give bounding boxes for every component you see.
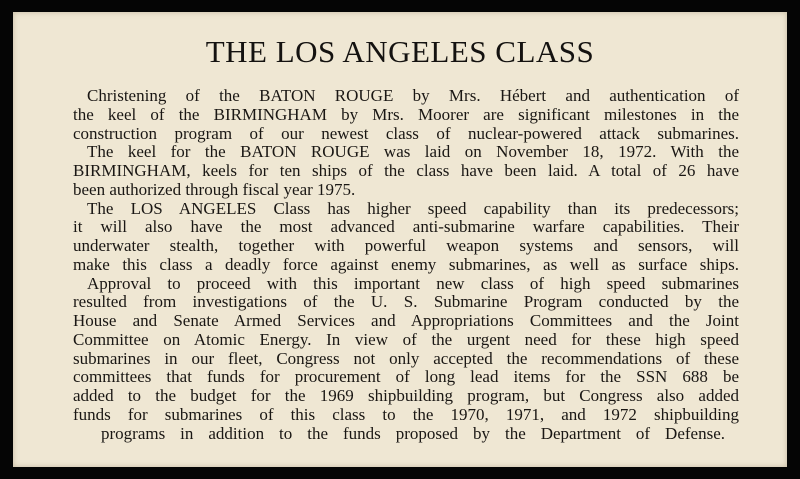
text-line: The keel for the BATON ROUGE was laid on November 18, 1972. With the bbox=[87, 142, 739, 162]
text-line: funds for submarines of this class to the 1970, 1971, and 1972 shipbuilding bbox=[73, 404, 739, 424]
text-line: BIRMINGHAM, keels for ten ships of the class have been laid. A total of 26 have bbox=[73, 161, 739, 180]
text-line: The LOS ANGELES Class has higher speed capability than its predecessors; bbox=[87, 198, 739, 218]
text-line: underwater stealth, together with powerful weapon systems and sensors, will bbox=[73, 236, 739, 255]
text-line: the keel of the BIRMINGHAM by Mrs. Moorer are significant milestones in the bbox=[73, 104, 739, 124]
text-line: construction program of our newest class of nuclear-powered attack submarines. bbox=[73, 123, 739, 143]
text-line: been authorized through fiscal year 1975. bbox=[73, 179, 356, 199]
text-line: Approval to proceed with this important new class of high speed submarines bbox=[87, 273, 739, 293]
text-line: Christening of the BATON ROUGE by Mrs. Hébert and authentication of bbox=[87, 86, 739, 105]
text-line: Committee on Atomic Energy. In view of the urgent need for these high speed bbox=[73, 329, 739, 349]
text-line: submarines in our fleet, Congress not only accepted the recommendations of these bbox=[73, 348, 739, 368]
text-line: added to the budget for the 1969 shipbuilding program, but Congress also added bbox=[73, 386, 739, 405]
text-line: committees that funds for procurement of long lead items for the SSN 688 be bbox=[73, 367, 739, 387]
text-line: House and Senate Armed Services and Appropriations Committees and the Joint bbox=[73, 311, 739, 330]
text-line: resulted from investigations of the U. S. Submarine Program conducted by the bbox=[73, 292, 739, 312]
document-card bbox=[13, 12, 787, 467]
text-line: it will also have the most advanced anti-submarine warfare capabilities. Their bbox=[73, 217, 739, 237]
document-title: THE LOS ANGELES CLASS bbox=[205, 34, 595, 69]
text-line: programs in addition to the funds proposed by the Department of Defense. bbox=[101, 423, 725, 443]
text-line: make this class a deadly force against enemy submarines, as well as surface ships. bbox=[73, 254, 739, 274]
document-body bbox=[73, 87, 739, 443]
